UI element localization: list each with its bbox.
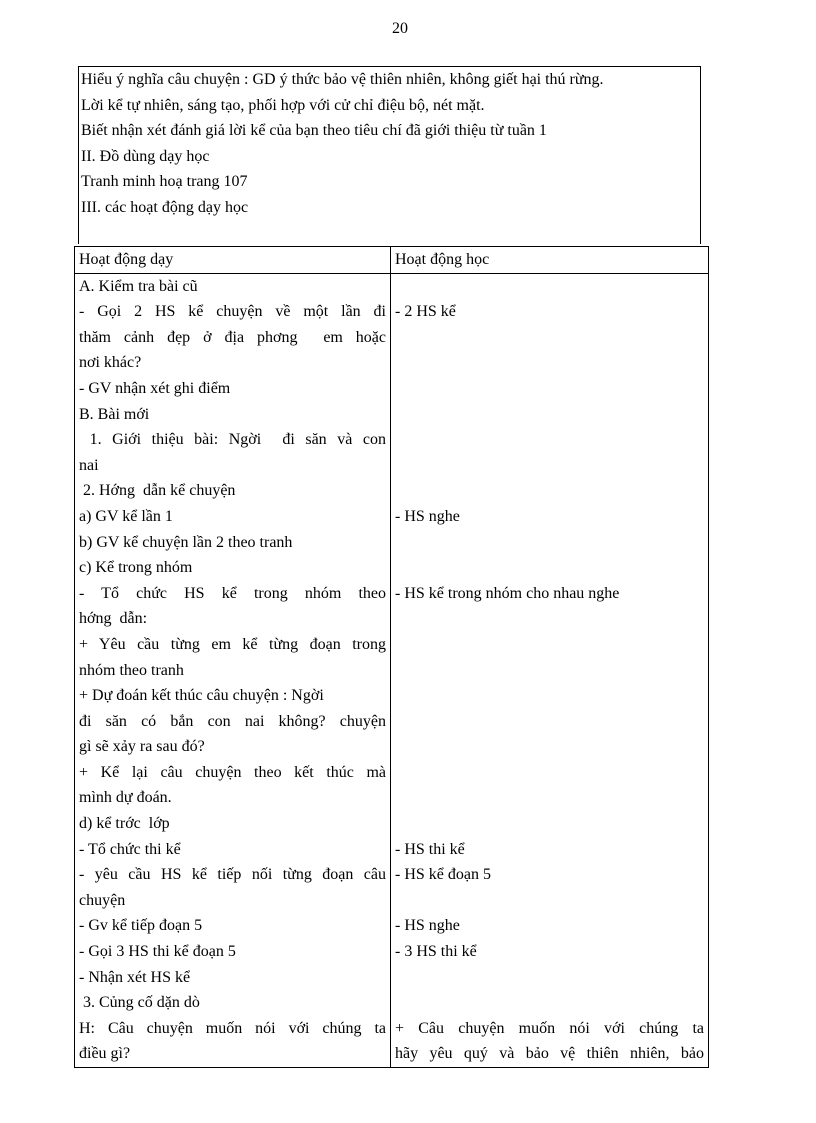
teacher-line: d) kể trớc lớp [79,815,170,833]
objective-meaning: Hiểu ý nghĩa câu chuyện : GD ý thức bảo vệ thiên nhiên, không giết hại thú rừng. [81,71,604,88]
student-line [395,453,704,479]
student-line [395,990,704,1016]
student-line: + Câu chuyện muốn nói với chúng ta [395,1019,704,1037]
student-line: - HS kể trong nhóm cho nhau nghe [395,584,620,602]
teacher-line: + Yêu cầu từng em kể từng đoạn trong [79,635,386,653]
student-line: - 3 HS thi kể [395,943,477,961]
teacher-line: 2. Hớng dẫn kể chuyện [79,482,236,500]
teacher-line: - GV nhận xét ghi điểm [79,379,231,397]
student-line: - HS nghe [395,917,460,935]
student-line [395,811,704,837]
student-line [395,683,704,709]
student-line [395,632,704,658]
student-line: - 2 HS kể [395,303,456,321]
teacher-line: - Nhận xét HS kể [79,968,191,986]
teacher-line: 1. Giới thiệu bài: Ngời đi săn và con [79,431,387,449]
objectives-section [78,66,701,244]
student-line [395,325,704,351]
teacher-line: nơi khác? [79,354,142,372]
student-line [395,402,704,428]
teacher-line: c) Kể trong nhóm [79,559,193,577]
teacher-line: điều gì? [79,1045,131,1063]
student-line: hãy yêu quý và bảo vệ thiên nhiên, bảo [395,1045,704,1063]
teacher-line: nhóm theo tranh [79,661,184,679]
teacher-line: - yêu cầu HS kể tiếp nối từng đoạn câu [79,866,386,884]
student-line [395,606,704,632]
section-heading-activities: III. các hoạt động dạy học [81,198,249,216]
teacher-line: - Gọi 3 HS thi kể đoạn 5 [79,943,236,961]
objective-storytelling: Lời kể tự nhiên, sáng tạo, phối hợp với cử chỉ điệu bộ, nét mặt. [81,96,485,114]
objective-evaluation: Biết nhận xét đánh giá lời kể của bạn theo tiêu chí đã giới thiệu từ tuần 1 [81,122,547,140]
teacher-line: + Dự đoán kết thúc câu chuyện : Ngời [79,687,324,705]
student-line: - HS thi kể [395,840,465,858]
student-line [395,530,704,556]
teacher-line: a) GV kể lần 1 [79,507,173,525]
header-student-activities: Hoạt động học [391,247,709,274]
student-line [395,274,704,300]
student-line: - HS nghe [395,507,460,525]
student-line [395,965,704,991]
teacher-line: mình dự đoán. [79,789,172,807]
teacher-line: - Tổ chức HS kể trong nhóm theo [79,584,386,602]
student-line [395,785,704,811]
table-header-row [75,247,709,274]
student-line [395,709,704,735]
teacher-line: 3. Củng cố dặn dò [79,994,200,1012]
student-line [395,888,704,914]
student-activities-cell [391,273,709,1067]
teacher-activities-cell [75,273,391,1067]
teacher-line: H: Câu chuyện muốn nói với chúng ta [79,1019,386,1037]
materials-item: Tranh minh hoạ trang 107 [81,173,248,191]
student-line [395,658,704,684]
page-number: 20 [392,20,408,37]
student-line: - HS kể đoạn 5 [395,866,491,884]
student-line [395,427,704,453]
student-line [395,350,704,376]
teacher-line: A. Kiểm tra bài cũ [79,277,198,295]
teacher-line: - Gọi 2 HS kể chuyện về một lần đi [79,303,386,321]
student-line [395,760,704,786]
teacher-line: gì sẽ xảy ra sau đó? [79,738,205,756]
student-line [395,734,704,760]
student-line [395,478,704,504]
teacher-line: b) GV kể chuyện lần 2 theo tranh [79,533,293,551]
student-line [395,555,704,581]
teacher-line: + Kể lại câu chuyện theo kết thúc mà [79,763,386,781]
student-line [395,376,704,402]
teacher-line: - Gv kể tiếp đoạn 5 [79,917,203,935]
section-heading-materials: II. Đồ dùng dạy học [81,147,210,165]
table-body-row [75,273,709,1067]
header-teacher-activities: Hoạt động dạy [75,247,391,274]
teacher-line: thăm cảnh đẹp ở địa phơng em hoặc [79,328,386,346]
teacher-line: hớng dẫn: [79,610,148,628]
teacher-line: chuyện [79,891,126,909]
teacher-line: đi săn có bắn con nai không? chuyện [79,712,386,730]
teacher-line: B. Bài mới [79,405,150,423]
teacher-line: - Tổ chức thi kể [79,840,181,858]
teacher-line: nai [79,456,99,474]
lesson-activities-table [74,246,709,1068]
